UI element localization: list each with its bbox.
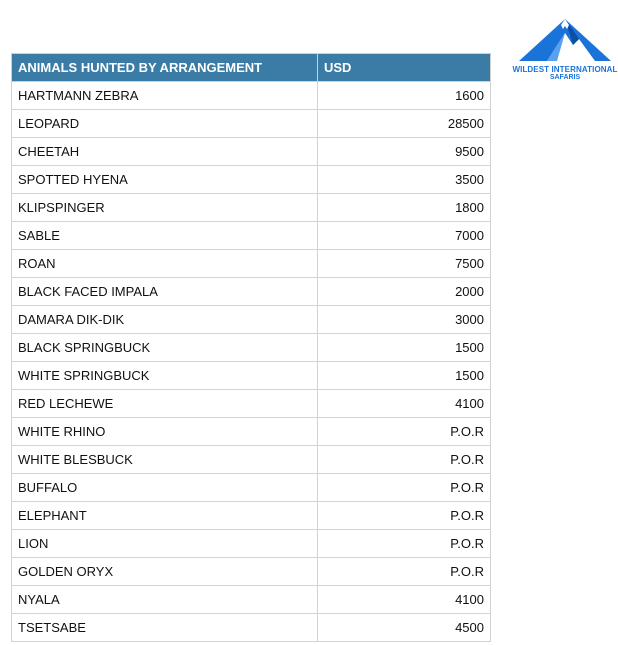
price-table <box>11 53 491 642</box>
animal-name-cell: SABLE <box>12 222 318 250</box>
table-row <box>12 250 491 278</box>
table-row <box>12 194 491 222</box>
table-row <box>12 278 491 306</box>
price-cell: 1600 <box>318 82 491 110</box>
animal-name-cell: WHITE BLESBUCK <box>12 446 318 474</box>
table-row <box>12 334 491 362</box>
price-cell: 9500 <box>318 138 491 166</box>
price-cell: 3500 <box>318 166 491 194</box>
logo-company-subtitle: SAFARIS <box>549 74 581 81</box>
mountain-logo-icon <box>517 17 613 63</box>
animal-name-cell: BLACK FACED IMPALA <box>12 278 318 306</box>
animal-name-cell: KLIPSPINGER <box>12 194 318 222</box>
table-row <box>12 362 491 390</box>
animal-name-cell: TSETSABE <box>12 614 318 642</box>
table-row <box>12 222 491 250</box>
animal-name-cell: WHITE SPRINGBUCK <box>12 362 318 390</box>
price-cell: 7000 <box>318 222 491 250</box>
price-cell: 2000 <box>318 278 491 306</box>
animal-name-cell: LEOPARD <box>12 110 318 138</box>
animal-name-cell: RED LECHEWE <box>12 390 318 418</box>
header-animal: ANIMALS HUNTED BY ARRANGEMENT <box>12 54 318 82</box>
table-row <box>12 502 491 530</box>
company-logo <box>512 17 618 81</box>
price-cell: P.O.R <box>318 418 491 446</box>
price-cell: 1500 <box>318 334 491 362</box>
price-cell: P.O.R <box>318 446 491 474</box>
animal-name-cell: GOLDEN ORYX <box>12 558 318 586</box>
animal-name-cell: DAMARA DIK-DIK <box>12 306 318 334</box>
table-row <box>12 474 491 502</box>
price-cell: 4500 <box>318 614 491 642</box>
animal-name-cell: ROAN <box>12 250 318 278</box>
animal-name-cell: NYALA <box>12 586 318 614</box>
table-row <box>12 530 491 558</box>
table-row <box>12 446 491 474</box>
price-cell: 1800 <box>318 194 491 222</box>
animal-name-cell: BUFFALO <box>12 474 318 502</box>
table-row <box>12 82 491 110</box>
animal-name-cell: SPOTTED HYENA <box>12 166 318 194</box>
table-row <box>12 418 491 446</box>
price-cell: P.O.R <box>318 530 491 558</box>
table-body <box>12 82 491 642</box>
price-cell: 28500 <box>318 110 491 138</box>
price-cell: 1500 <box>318 362 491 390</box>
price-cell: P.O.R <box>318 474 491 502</box>
table-row <box>12 306 491 334</box>
animal-name-cell: BLACK SPRINGBUCK <box>12 334 318 362</box>
table-header-row <box>12 54 491 82</box>
table-row <box>12 110 491 138</box>
table-row <box>12 614 491 642</box>
table-row <box>12 586 491 614</box>
animal-name-cell: CHEETAH <box>12 138 318 166</box>
animal-name-cell: LION <box>12 530 318 558</box>
table-row <box>12 558 491 586</box>
table-row <box>12 166 491 194</box>
price-cell: 4100 <box>318 390 491 418</box>
price-cell: P.O.R <box>318 558 491 586</box>
table-row <box>12 390 491 418</box>
logo-company-name: WILDEST INTERNATIONAL <box>512 65 618 74</box>
animal-name-cell: HARTMANN ZEBRA <box>12 82 318 110</box>
price-cell: P.O.R <box>318 502 491 530</box>
table-row <box>12 138 491 166</box>
price-cell: 7500 <box>318 250 491 278</box>
price-cell: 3000 <box>318 306 491 334</box>
animal-name-cell: WHITE RHINO <box>12 418 318 446</box>
price-cell: 4100 <box>318 586 491 614</box>
animal-name-cell: ELEPHANT <box>12 502 318 530</box>
price-table-container <box>11 53 490 642</box>
header-usd: USD <box>318 54 491 82</box>
